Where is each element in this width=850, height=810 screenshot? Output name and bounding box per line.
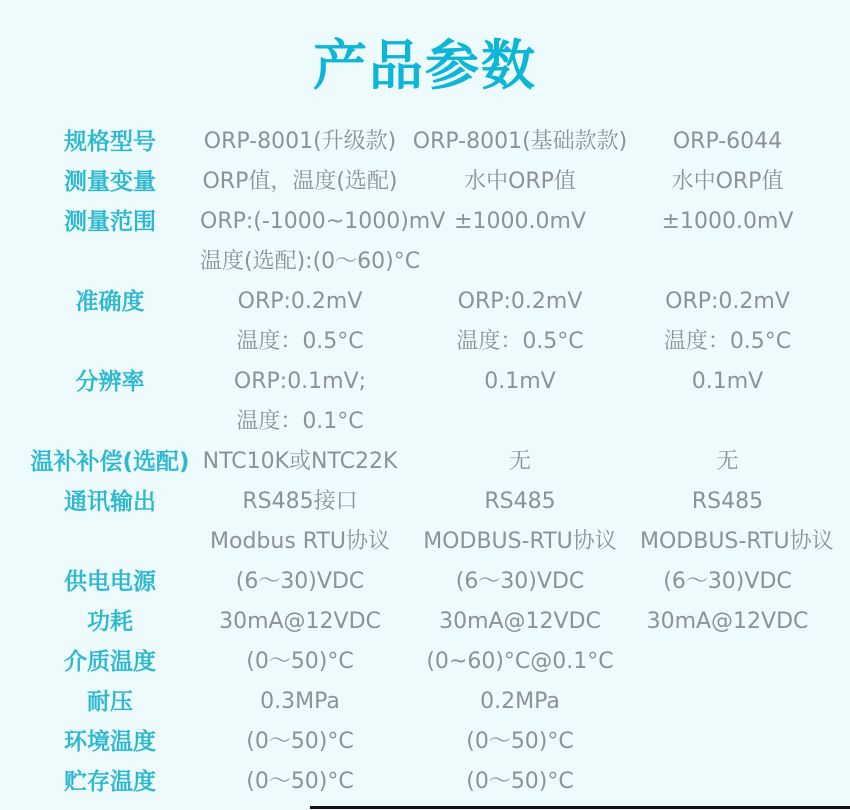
spec-row-temp-compensation	[20, 442, 815, 482]
spec-value: (0～50)°C	[466, 769, 574, 794]
spec-value: 30mA@12VDC	[646, 609, 809, 634]
spec-value: ORP-8001(升级款)	[203, 129, 397, 154]
spec-label: 耐压	[87, 689, 133, 715]
spec-row-comm-output	[20, 482, 815, 522]
spec-value: 温度：0.1°C	[236, 409, 364, 434]
spec-label: 测量变量	[64, 169, 156, 195]
spec-label	[20, 322, 200, 362]
spec-value: 温度：0.5°C	[663, 329, 792, 354]
spec-row-resolution-cont	[20, 402, 815, 442]
spec-label	[20, 242, 200, 282]
spec-label: 介质温度	[64, 649, 156, 675]
spec-label: 温补补偿(选配)	[30, 449, 190, 475]
bottom-divider	[310, 806, 850, 809]
spec-value	[640, 682, 815, 722]
spec-row-power-consumption	[20, 602, 815, 642]
spec-label: 通讯输出	[64, 489, 156, 515]
spec-value: 无	[716, 449, 739, 474]
spec-value: 水中ORP值	[671, 169, 784, 194]
spec-value: ORP:0.2mV	[457, 289, 583, 314]
spec-value	[640, 762, 815, 802]
spec-value: (0～50)°C	[246, 649, 354, 674]
spec-row-model	[20, 122, 815, 162]
spec-label	[20, 402, 200, 442]
spec-value: 水中ORP值	[464, 169, 576, 194]
spec-value: ±1000.0mV	[454, 209, 586, 234]
spec-row-range-cont	[20, 242, 815, 282]
spec-label: 测量范围	[64, 209, 156, 235]
spec-row-comm-protocol	[20, 522, 834, 562]
spec-row-variable	[20, 162, 815, 202]
spec-value	[640, 642, 815, 682]
spec-label: 准确度	[75, 289, 145, 315]
spec-value: ORP:0.2mV	[237, 289, 363, 314]
page-title: 产品参数	[313, 34, 537, 97]
spec-value: ORP:0.2mV	[665, 289, 790, 314]
spec-value: (0～50)°C	[246, 769, 354, 794]
spec-value: 温度：0.5°C	[456, 329, 584, 354]
spec-value: ORP-8001(基础款款)	[412, 129, 628, 154]
spec-value	[640, 722, 815, 762]
spec-value: RS485	[484, 489, 556, 514]
spec-value: RS485接口	[242, 489, 358, 514]
spec-value: 无	[508, 449, 531, 474]
spec-value: 30mA@12VDC	[219, 609, 381, 634]
spec-label: 功耗	[87, 609, 133, 635]
spec-row-pressure	[20, 682, 815, 722]
spec-value	[640, 242, 815, 282]
spec-value: ±1000.0mV	[661, 209, 794, 234]
spec-value: RS485	[691, 489, 764, 514]
spec-value: (6～30)VDC	[663, 569, 792, 594]
spec-value: (0～50)°C	[246, 729, 354, 754]
spec-row-power-supply	[20, 562, 815, 602]
spec-value	[640, 402, 815, 442]
spec-value: 30mA@12VDC	[439, 609, 601, 634]
spec-row-medium-temp	[20, 642, 815, 682]
spec-row-resolution	[20, 362, 815, 402]
spec-label: 供电电源	[64, 569, 156, 595]
spec-row-accuracy	[20, 282, 815, 322]
spec-value: MODBUS-RTU协议	[423, 529, 617, 554]
spec-label: 环境温度	[64, 729, 156, 755]
spec-label: 规格型号	[64, 129, 156, 155]
spec-row-ambient-temp	[20, 722, 815, 762]
spec-row-storage-temp	[20, 762, 815, 802]
spec-value: (0～50)°C	[466, 729, 574, 754]
spec-label: 贮存温度	[64, 769, 156, 795]
spec-value: ORP:0.1mV;	[233, 369, 367, 394]
spec-value: ORP-6044	[672, 129, 783, 154]
spec-value	[400, 242, 640, 282]
spec-table	[20, 122, 834, 802]
spec-value: 温度：0.5°C	[236, 329, 364, 354]
spec-value: 0.3MPa	[260, 689, 340, 714]
spec-value: (6～30)VDC	[235, 569, 365, 594]
spec-value: ORP值，温度(选配)	[202, 169, 398, 194]
spec-label: 分辨率	[75, 369, 145, 395]
spec-value: 0.1mV	[691, 369, 764, 394]
spec-row-range	[20, 202, 815, 242]
spec-value: (0~60)°C@0.1°C	[426, 649, 614, 674]
spec-value: 0.1mV	[484, 369, 556, 394]
spec-row-accuracy-cont	[20, 322, 815, 362]
spec-value: 0.2MPa	[480, 689, 560, 714]
spec-value: (6～30)VDC	[455, 569, 585, 594]
spec-value: 温度(选配):(0～60)°C	[200, 249, 421, 274]
spec-value: ORP:(-1000~1000)mV	[200, 209, 446, 234]
spec-value: Modbus RTU协议	[210, 529, 390, 554]
spec-value: NTC10K或NTC22K	[202, 449, 398, 474]
spec-label	[20, 522, 200, 562]
spec-value	[400, 402, 640, 442]
spec-value: MODBUS-RTU协议	[640, 529, 834, 554]
